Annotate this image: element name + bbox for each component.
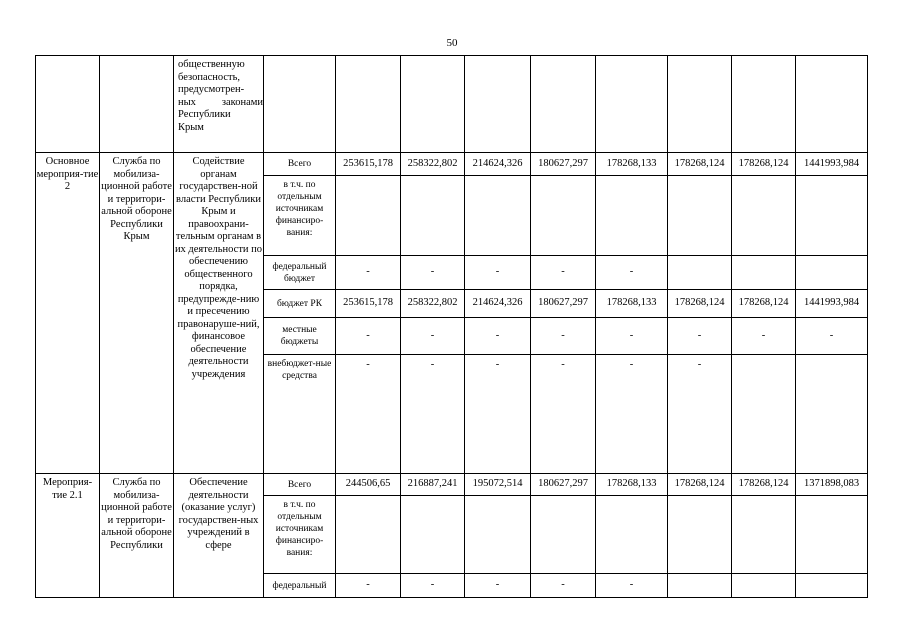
value-cell (796, 56, 868, 153)
value-cell (531, 56, 596, 153)
value-cell: - (336, 256, 401, 290)
value-cell: 244506,65 (336, 474, 401, 496)
value-cell: - (531, 318, 596, 355)
value-cell: - (596, 256, 668, 290)
value-cell (796, 256, 868, 290)
value-cell (732, 496, 796, 574)
funding-source-label: Всего (264, 153, 336, 176)
executor-cell: Служба по мобилиза-ционной работе и территори-альной обороне Республики (100, 474, 174, 598)
value-cell (596, 496, 668, 574)
budget-table (35, 55, 868, 598)
value-cell: 253615,178 (336, 290, 401, 318)
value-cell: - (401, 318, 465, 355)
value-cell (668, 256, 732, 290)
value-cell: 214624,326 (465, 290, 531, 318)
value-cell (796, 355, 868, 474)
value-cell: - (596, 355, 668, 474)
value-cell: 178268,124 (668, 153, 732, 176)
continuation-line: Республики (178, 109, 231, 120)
value-cell (596, 56, 668, 153)
value-cell: - (668, 355, 732, 474)
funding-source-label: внебюджет-ные средства (264, 355, 336, 474)
value-cell (796, 574, 868, 598)
value-cell (668, 574, 732, 598)
value-cell (732, 355, 796, 474)
continuation-line: безопасность, (178, 71, 241, 83)
value-cell (796, 496, 868, 574)
continuation-line: ных законами (178, 96, 263, 108)
activity-cell (36, 56, 100, 153)
continuation-description-cell (174, 56, 264, 153)
value-cell: 180627,297 (531, 474, 596, 496)
executor-cell (100, 56, 174, 153)
value-cell: - (336, 574, 401, 598)
value-cell (796, 176, 868, 256)
funding-source-label: в т.ч. по отдельным источникам финансиро-вания: (264, 496, 336, 574)
funding-source-label: Всего (264, 474, 336, 496)
executor-cell: Служба по мобилиза-ционной работе и территори-альной обороне Республики Крым (100, 153, 174, 474)
value-cell: - (336, 318, 401, 355)
description-cell: Обеспечение деятельности (оказание услуг) государствен-ных учреждений в сфере (174, 474, 264, 598)
value-cell: 178268,124 (668, 290, 732, 318)
value-cell: - (401, 256, 465, 290)
value-cell: 178268,124 (668, 474, 732, 496)
value-cell: 178268,124 (732, 290, 796, 318)
funding-source-label: федеральный (264, 574, 336, 598)
value-cell (732, 574, 796, 598)
value-cell (336, 176, 401, 256)
value-cell (531, 496, 596, 574)
table-row (36, 153, 868, 176)
value-cell: 1371898,083 (796, 474, 868, 496)
description-cell: Содействие органам государствен-ной власти Республики Крым и правоохрани-тельным органам в их деятельности по обеспечению общественного порядка, предупрежде-нию и пресечению правонаруше-ний, финансовое обеспечение деятельности учреждения (174, 153, 264, 474)
value-cell: 214624,326 (465, 153, 531, 176)
value-cell: - (531, 256, 596, 290)
value-cell: 180627,297 (531, 290, 596, 318)
value-cell: 178268,133 (596, 153, 668, 176)
continuation-line: предусмотрен- (178, 84, 245, 95)
value-cell: - (732, 318, 796, 355)
value-cell: - (796, 318, 868, 355)
value-cell: 178268,124 (732, 153, 796, 176)
funding-source-label: местные бюджеты (264, 318, 336, 355)
value-cell (732, 56, 796, 153)
value-cell: - (531, 355, 596, 474)
continuation-row (36, 56, 868, 153)
value-cell: 253615,178 (336, 153, 401, 176)
value-cell (401, 496, 465, 574)
value-cell: - (668, 318, 732, 355)
value-cell: - (465, 355, 531, 474)
value-cell: - (401, 574, 465, 598)
value-cell (401, 56, 465, 153)
value-cell: 216887,241 (401, 474, 465, 496)
funding-source-label: в т.ч. по отдельным источникам финансиро-вания: (264, 176, 336, 256)
continuation-line: общественную (178, 59, 245, 70)
value-cell (336, 496, 401, 574)
value-cell: 258322,802 (401, 290, 465, 318)
value-cell: - (596, 574, 668, 598)
table-body (36, 56, 868, 598)
value-cell: - (531, 574, 596, 598)
value-cell: - (401, 355, 465, 474)
value-cell: 180627,297 (531, 153, 596, 176)
value-cell (531, 176, 596, 256)
source-cell (264, 56, 336, 153)
activity-cell: Основное мероприя-тие 2 (36, 153, 100, 474)
value-cell (465, 56, 531, 153)
continuation-line: Крым (178, 121, 204, 133)
value-cell: - (336, 355, 401, 474)
activity-cell: Мероприя-тие 2.1 (36, 474, 100, 598)
value-cell (732, 176, 796, 256)
value-cell: 178268,133 (596, 290, 668, 318)
value-cell: 258322,802 (401, 153, 465, 176)
value-cell: 178268,124 (732, 474, 796, 496)
value-cell (401, 176, 465, 256)
value-cell: - (596, 318, 668, 355)
funding-source-label: бюджет РК (264, 290, 336, 318)
value-cell (465, 176, 531, 256)
value-cell (668, 56, 732, 153)
value-cell (668, 176, 732, 256)
table-row (36, 474, 868, 496)
value-cell: 1441993,984 (796, 153, 868, 176)
value-cell: - (465, 318, 531, 355)
value-cell: - (465, 256, 531, 290)
value-cell (668, 496, 732, 574)
value-cell (732, 256, 796, 290)
value-cell: 178268,133 (596, 474, 668, 496)
funding-source-label: федеральный бюджет (264, 256, 336, 290)
value-cell: 1441993,984 (796, 290, 868, 318)
page-number: 50 (446, 37, 458, 49)
value-cell: - (465, 574, 531, 598)
value-cell (336, 56, 401, 153)
value-cell (596, 176, 668, 256)
value-cell (465, 496, 531, 574)
value-cell: 195072,514 (465, 474, 531, 496)
